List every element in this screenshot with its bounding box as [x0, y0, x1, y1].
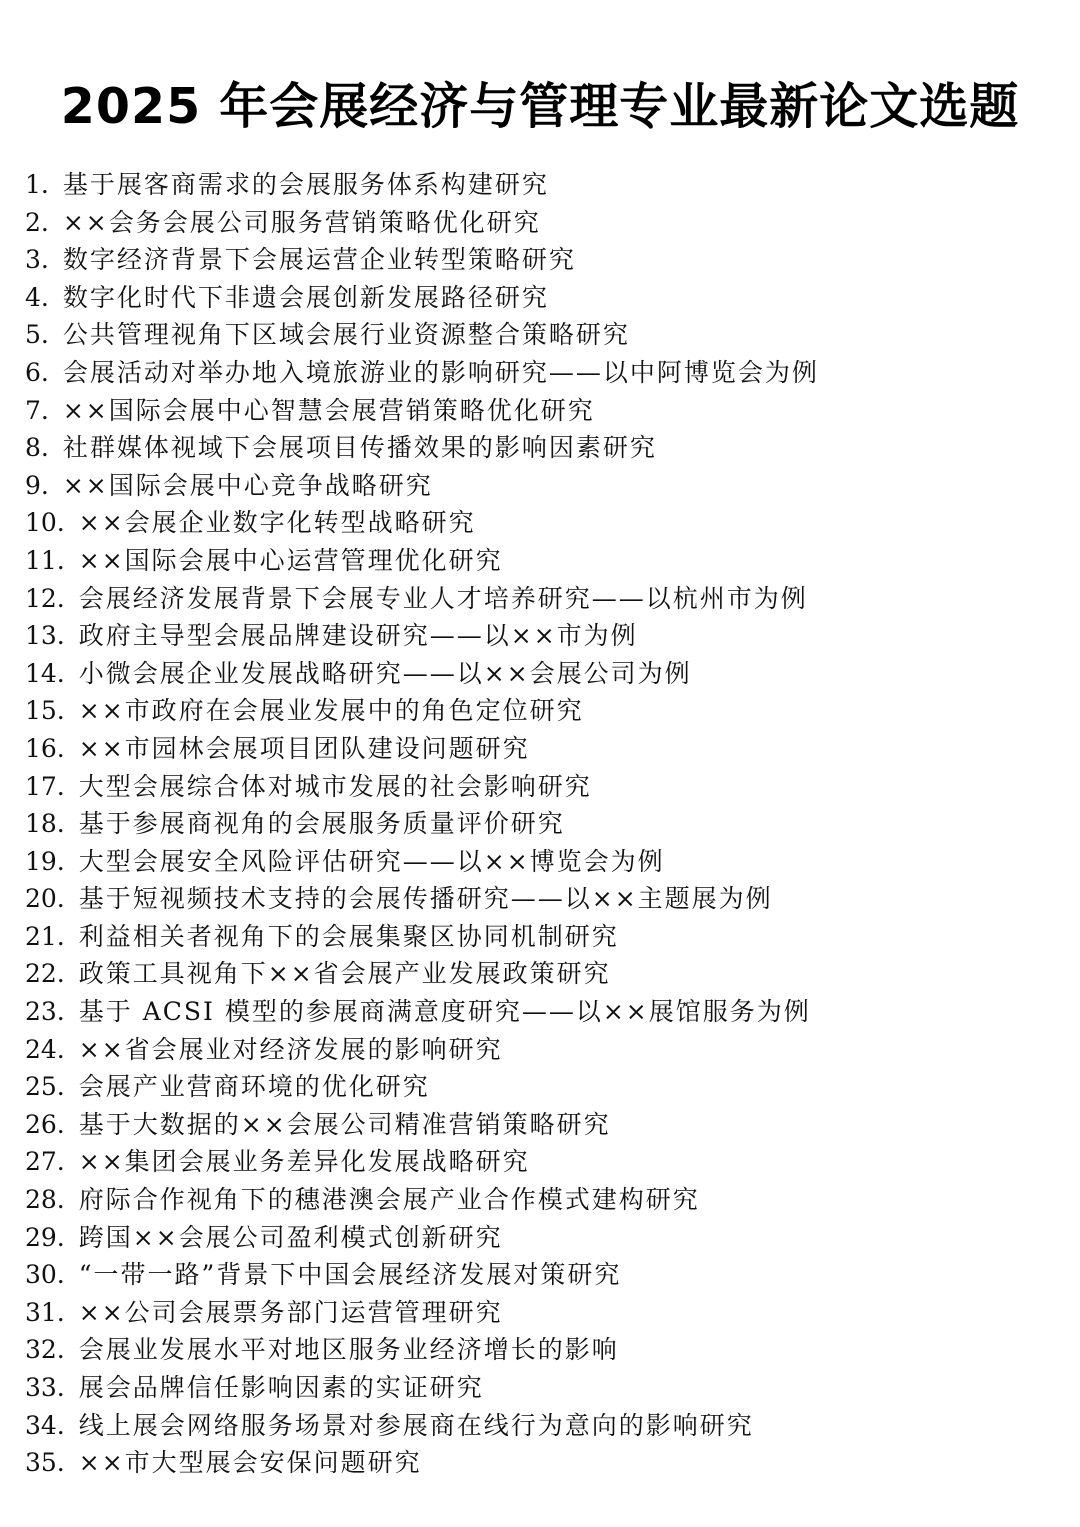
topic-item [25, 241, 1065, 279]
topic-text: ××国际会展中心运营管理优化研究 [78, 545, 503, 575]
topic-text: ××国际会展中心竞争战略研究 [62, 470, 433, 500]
topic-item [25, 1294, 1065, 1332]
topic-text: 会展产业营商环境的优化研究 [78, 1072, 430, 1102]
topic-number: 3. [25, 245, 49, 275]
topic-text: 利益相关者视角下的会展集聚区协同机制研究 [78, 921, 619, 951]
topic-text: 公共管理视角下区域会展行业资源整合策略研究 [62, 320, 630, 350]
topic-item [25, 768, 1065, 806]
topic-item [25, 392, 1065, 430]
topic-number: 32. [25, 1335, 65, 1365]
topic-text: ××国际会展中心智慧会展营销策略优化研究 [62, 395, 595, 425]
topic-text: 政策工具视角下××省会展产业发展政策研究 [78, 959, 611, 989]
topic-text: 基于 ACSI 模型的参展商满意度研究——以××展馆服务为例 [78, 997, 811, 1027]
topic-item [25, 166, 1065, 204]
topic-item [25, 1181, 1065, 1219]
topic-item [25, 692, 1065, 730]
topic-number: 10. [25, 508, 65, 538]
topic-text: ××公司会展票务部门运营管理研究 [78, 1297, 503, 1327]
topic-item [25, 542, 1065, 580]
topic-number: 6. [25, 357, 49, 387]
topic-number: 14. [25, 658, 65, 688]
topic-text: 基于短视频技术支持的会展传播研究——以××主题展为例 [78, 884, 773, 914]
topic-item [25, 429, 1065, 467]
topic-number: 33. [25, 1373, 65, 1402]
topic-text: ××市园林会展项目团队建设问题研究 [78, 733, 530, 763]
topic-number: 7. [25, 395, 49, 425]
topic-item [25, 918, 1065, 956]
topic-text: 数字经济背景下会展运营企业转型策略研究 [62, 245, 576, 275]
topic-number: 27. [25, 1147, 65, 1177]
topic-number: 4. [25, 282, 49, 312]
topic-number: 1. [25, 170, 49, 199]
topic-item [25, 805, 1065, 843]
topic-number: 35. [25, 1448, 65, 1478]
topic-number: 17. [25, 771, 65, 801]
topic-text: 会展业发展水平对地区服务业经济增长的影响 [78, 1335, 619, 1365]
topic-text: 展会品牌信任影响因素的实证研究 [78, 1373, 484, 1402]
topic-item [25, 1106, 1065, 1144]
topic-number: 13. [25, 621, 65, 651]
topic-number: 18. [25, 809, 65, 839]
topic-text: 政府主导型会展品牌建设研究——以××市为例 [78, 621, 638, 651]
page-title: 2025 年会展经济与管理专业最新论文选题 [60, 77, 1020, 135]
topic-text: ××市政府在会展业发展中的角色定位研究 [78, 696, 584, 726]
topic-text: 小微会展企业发展战略研究——以××会展公司为例 [78, 658, 692, 688]
topic-text: 会展活动对举办地入境旅游业的影响研究——以中阿博览会为例 [62, 357, 819, 387]
topic-number: 34. [25, 1410, 65, 1440]
topic-text: 府际合作视角下的穗港澳会展产业合作模式建构研究 [78, 1185, 700, 1215]
topic-item [25, 1068, 1065, 1106]
topic-item [25, 204, 1065, 242]
topic-number: 15. [25, 696, 65, 726]
topic-number: 28. [25, 1185, 65, 1215]
topic-number: 23. [25, 997, 65, 1027]
topic-item [25, 730, 1065, 768]
topic-text: 基于大数据的××会展公司精准营销策略研究 [78, 1109, 611, 1139]
topic-text: 基于参展商视角的会展服务质量评价研究 [78, 809, 565, 839]
topic-item [25, 580, 1065, 618]
topic-item [25, 1219, 1065, 1257]
topic-text: 数字化时代下非遗会展创新发展路径研究 [62, 282, 549, 312]
topic-item [25, 1143, 1065, 1181]
topic-number: 31. [25, 1297, 65, 1327]
topic-number: 21. [25, 921, 65, 951]
topic-item [25, 955, 1065, 993]
topic-text: ××集团会展业务差异化发展战略研究 [78, 1147, 530, 1177]
topic-item [25, 467, 1065, 505]
topic-number: 26. [25, 1109, 65, 1139]
topic-text: ××会务会展公司服务营销策略优化研究 [62, 207, 541, 237]
topic-number: 29. [25, 1222, 65, 1252]
topic-text: 线上展会网络服务场景对参展商在线行为意向的影响研究 [78, 1410, 754, 1440]
topic-number: 16. [25, 733, 65, 763]
topic-item [25, 655, 1065, 693]
topic-item [25, 1331, 1065, 1369]
topic-item [25, 1031, 1065, 1069]
topic-number: 30. [25, 1260, 65, 1290]
topic-item [25, 354, 1065, 392]
topic-item [25, 843, 1065, 881]
topic-item [25, 316, 1065, 354]
topic-number: 19. [25, 846, 65, 876]
topic-number: 25. [25, 1072, 65, 1102]
topic-text: 大型会展综合体对城市发展的社会影响研究 [78, 771, 592, 801]
topic-item [25, 1369, 1065, 1407]
topic-item [25, 993, 1065, 1031]
topic-text: ××市大型展会安保问题研究 [78, 1448, 422, 1478]
topic-text: 基于展客商需求的会展服务体系构建研究 [62, 170, 549, 199]
topic-text: 社群媒体视域下会展项目传播效果的影响因素研究 [62, 433, 657, 463]
topic-text: 跨国××会展公司盈利模式创新研究 [78, 1222, 503, 1252]
topic-text: ××会展企业数字化转型战略研究 [78, 508, 476, 538]
topic-text: ××省会展业对经济发展的影响研究 [78, 1034, 503, 1064]
topic-number: 9. [25, 470, 49, 500]
topic-number: 20. [25, 884, 65, 914]
topic-item [25, 1407, 1065, 1445]
topic-text: 会展经济发展背景下会展专业人才培养研究——以杭州市为例 [78, 583, 808, 613]
topic-item [25, 880, 1065, 918]
topic-item [25, 279, 1065, 317]
topic-number: 24. [25, 1034, 65, 1064]
topic-number: 2. [25, 207, 49, 237]
topic-text: 大型会展安全风险评估研究——以××博览会为例 [78, 846, 665, 876]
topic-item [25, 1444, 1065, 1482]
topic-number: 22. [25, 959, 65, 989]
topic-text: “一带一路”背景下中国会展经济发展对策研究 [78, 1260, 622, 1290]
topic-number: 5. [25, 320, 49, 350]
topic-number: 11. [25, 545, 65, 575]
topic-item [25, 504, 1065, 542]
topic-item [25, 1256, 1065, 1294]
topic-number: 8. [25, 433, 49, 463]
topic-number: 12. [25, 583, 65, 613]
topic-list [25, 166, 1065, 1482]
topic-item [25, 617, 1065, 655]
